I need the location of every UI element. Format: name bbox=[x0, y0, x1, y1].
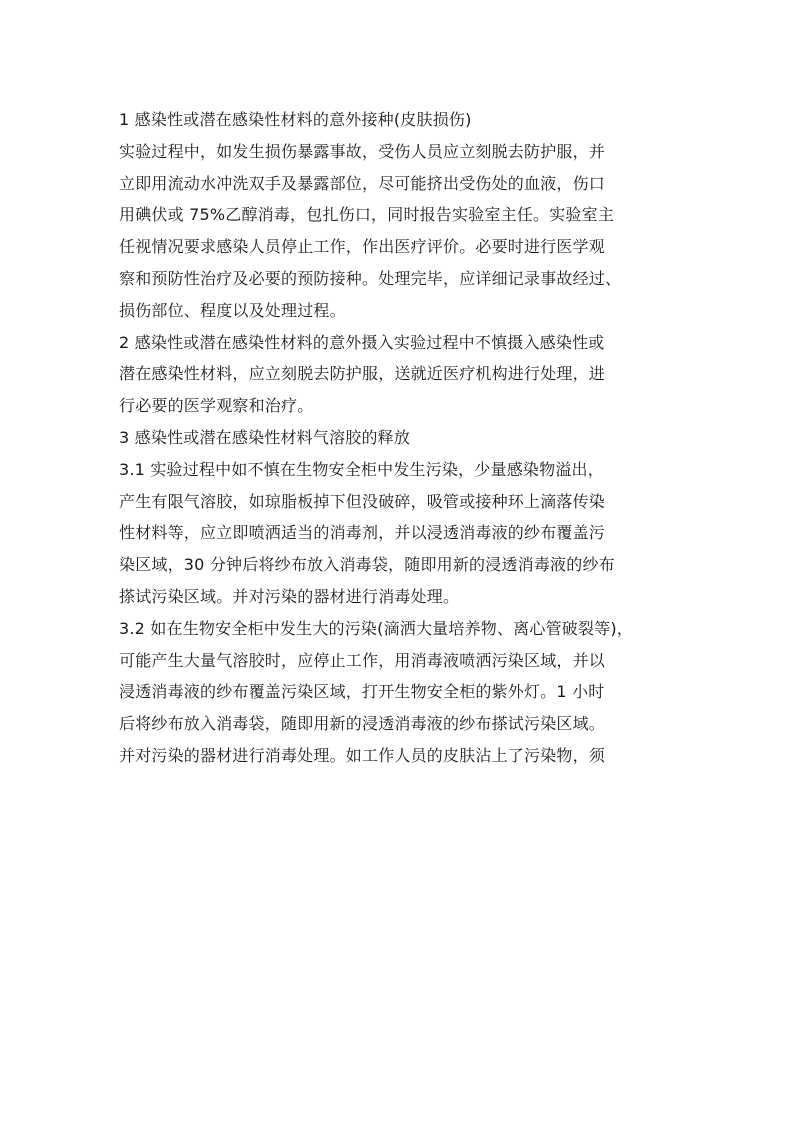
section-heading-3: 3 感染性或潜在感染性材料气溶胶的释放 bbox=[119, 427, 411, 447]
paragraph-line: 性材料等，应立即喷洒适当的消毒剂，并以浸透消毒液的纱布覆盖污 bbox=[119, 523, 606, 543]
document-body bbox=[119, 104, 679, 772]
section-heading-2: 2 感染性或潜在感染性材料的意外摄入实验过程中不慎摄入感染性或 bbox=[119, 332, 605, 352]
paragraph-line: 可能产生大量气溶胶时，应停止工作，用消毒液喷洒污染区域，并以 bbox=[119, 650, 606, 670]
paragraph-line: 损伤部位、程度以及处理过程。 bbox=[119, 300, 346, 320]
paragraph-line: 任视情况要求感染人员停止工作，作出医疗评价。必要时进行医学观 bbox=[119, 237, 606, 257]
paragraph-line: 搽试污染区域。并对污染的器材进行消毒处理。 bbox=[119, 586, 460, 606]
section-heading-1: 1 感染性或潜在感染性材料的意外接种(皮肤损伤) bbox=[119, 110, 472, 129]
paragraph-line: 并对污染的器材进行消毒处理。如工作人员的皮肤沾上了污染物，须 bbox=[119, 745, 606, 765]
subsection-3-1-line: 3.1 实验过程中如不慎在生物安全柜中发生污染，少量感染物溢出， bbox=[119, 459, 604, 479]
paragraph-line: 潜在感染性材料，应立刻脱去防护服，送就近医疗机构进行处理，进 bbox=[119, 364, 606, 384]
paragraph-line: 后将纱布放入消毒袋，随即用新的浸透消毒液的纱布搽试污染区域。 bbox=[119, 714, 606, 734]
paragraph-line: 立即用流动水冲洗双手及暴露部位，尽可能挤出受伤处的血液，伤口 bbox=[119, 173, 606, 193]
paragraph-line: 染区域，30 分钟后将纱布放入消毒袋，随即用新的浸透消毒液的纱布 bbox=[119, 555, 615, 575]
paragraph-line: 实验过程中，如发生损伤暴露事故，受伤人员应立刻脱去防护服，并 bbox=[119, 141, 606, 161]
paragraph-line: 用碘伏或 75%乙醇消毒，包扎伤口，同时报告实验室主任。实验室主 bbox=[119, 205, 615, 225]
paragraph-line: 行必要的医学观察和治疗。 bbox=[119, 396, 314, 416]
paragraph-line: 察和预防性治疗及必要的预防接种。处理完毕，应详细记录事故经过、 bbox=[119, 268, 622, 288]
paragraph-line: 产生有限气溶胶，如琼脂板掉下但没破碎，吸管或接种环上滴落传染 bbox=[119, 491, 606, 511]
subsection-3-2-line: 3.2 如在生物安全柜中发生大的污染(滴洒大量培养物、离心管破裂等)， bbox=[119, 618, 634, 638]
paragraph-line: 浸透消毒液的纱布覆盖污染区域，打开生物安全柜的紫外灯。1 小时 bbox=[119, 682, 605, 702]
